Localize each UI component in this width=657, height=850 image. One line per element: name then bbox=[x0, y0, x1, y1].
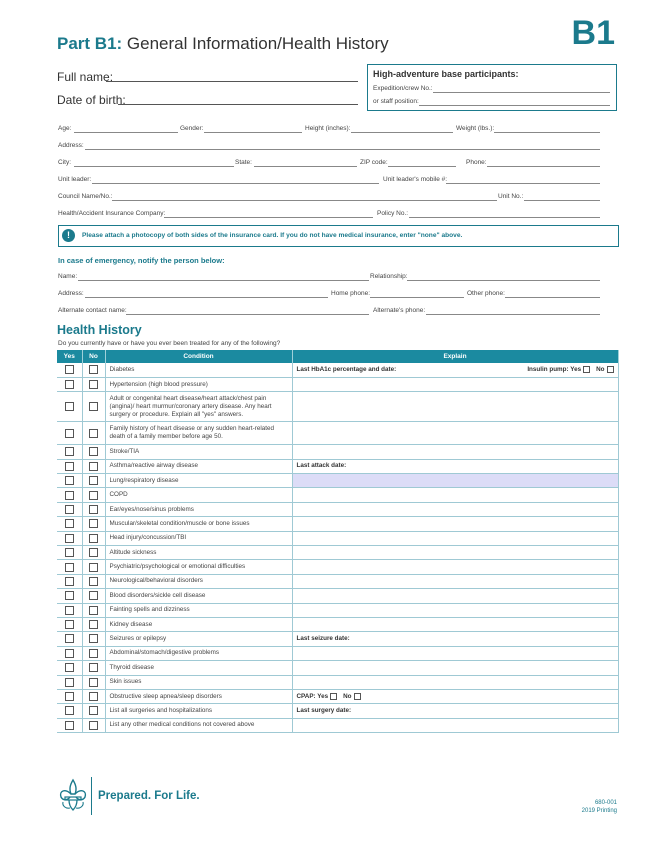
alt-phone-label: Alternate's phone: bbox=[373, 307, 426, 314]
address-field[interactable] bbox=[85, 149, 600, 150]
printing-year: 2019 Printing bbox=[581, 808, 617, 814]
table-row bbox=[57, 675, 618, 689]
cell-yes bbox=[57, 531, 82, 545]
explain-cell[interactable] bbox=[292, 689, 618, 703]
condition-cell: Thyroid disease bbox=[105, 661, 292, 675]
cell-yes bbox=[57, 517, 82, 531]
table-row bbox=[57, 646, 618, 660]
table-row bbox=[57, 392, 618, 422]
condition-cell: Abdominal/stomach/digestive problems bbox=[105, 646, 292, 660]
no-checkbox[interactable] bbox=[89, 563, 98, 572]
home-phone-label: Home phone: bbox=[331, 290, 371, 297]
table-row bbox=[57, 718, 618, 732]
expedition-label: Expedition/crew No.: bbox=[373, 85, 433, 92]
cell-no bbox=[82, 392, 105, 422]
explain-label: Last surgery date: bbox=[296, 707, 352, 714]
cell-yes bbox=[57, 718, 82, 732]
condition-cell: Diabetes bbox=[105, 363, 292, 377]
unit-leader-field[interactable] bbox=[92, 183, 379, 184]
fleur-de-lis-logo bbox=[57, 778, 89, 812]
cell-no bbox=[82, 546, 105, 560]
footer-slogan: Prepared. For Life. bbox=[98, 790, 200, 802]
insulin-pump-no-checkbox[interactable] bbox=[607, 366, 614, 373]
explain-cell[interactable] bbox=[292, 363, 618, 377]
cell-yes bbox=[57, 603, 82, 617]
cell-yes bbox=[57, 675, 82, 689]
explain-cell[interactable] bbox=[292, 574, 618, 588]
table-header-row bbox=[57, 350, 618, 363]
condition-cell: Skin issues bbox=[105, 675, 292, 689]
insulin-pump-label: Insulin pump: Yes bbox=[527, 366, 582, 374]
no-checkbox[interactable] bbox=[89, 577, 98, 586]
yes-checkbox[interactable] bbox=[65, 649, 74, 658]
explain-cell[interactable] bbox=[292, 560, 618, 574]
no-checkbox[interactable] bbox=[89, 548, 98, 557]
explain-cell[interactable] bbox=[292, 531, 618, 545]
health-history-title: Health History bbox=[57, 323, 142, 337]
no-checkbox[interactable] bbox=[89, 591, 98, 600]
condition-cell: Fainting spells and dizziness bbox=[105, 603, 292, 617]
notice-text: Please attach a photocopy of both sides of the insurance card. If you do not have medical insurance, enter "none" above. bbox=[82, 232, 463, 239]
no-checkbox[interactable] bbox=[89, 429, 98, 438]
policy-field[interactable] bbox=[409, 217, 600, 218]
no-checkbox[interactable] bbox=[89, 620, 98, 629]
footer-divider bbox=[91, 777, 92, 815]
insulin-pump-group bbox=[527, 366, 613, 374]
cell-no bbox=[82, 517, 105, 531]
emergency-address-label: Address: bbox=[58, 290, 84, 297]
explain-label: Last attack date: bbox=[296, 462, 347, 470]
explain-cell[interactable] bbox=[292, 646, 618, 660]
cell-yes bbox=[57, 488, 82, 502]
condition-cell: Lung/respiratory disease bbox=[105, 474, 292, 488]
cell-no bbox=[82, 646, 105, 660]
cell-yes bbox=[57, 661, 82, 675]
explain-cell[interactable] bbox=[292, 546, 618, 560]
table-row bbox=[57, 422, 618, 445]
yes-checkbox[interactable] bbox=[65, 402, 74, 411]
dob-label: Date of birth: bbox=[57, 93, 126, 107]
no-checkbox[interactable] bbox=[89, 663, 98, 672]
yes-checkbox[interactable] bbox=[65, 380, 74, 389]
col-explain: Explain bbox=[292, 350, 618, 363]
table-row bbox=[57, 589, 618, 603]
unit-no-field[interactable] bbox=[524, 200, 600, 201]
table-row bbox=[57, 560, 618, 574]
age-label: Age: bbox=[58, 125, 72, 132]
cell-yes bbox=[57, 445, 82, 459]
other-phone-field[interactable] bbox=[505, 297, 600, 298]
explain-cell[interactable] bbox=[292, 392, 618, 422]
yes-checkbox[interactable] bbox=[65, 519, 74, 528]
explain-cell[interactable] bbox=[292, 704, 618, 718]
zip-label: ZIP code: bbox=[360, 159, 388, 166]
table-row bbox=[57, 474, 618, 488]
cell-no bbox=[82, 422, 105, 445]
dob-field[interactable] bbox=[118, 104, 358, 105]
health-history-subtitle: Do you currently have or have you ever been treated for any of the following? bbox=[58, 340, 281, 347]
explain-label: CPAP: Yes bbox=[296, 692, 329, 700]
no-checkbox[interactable] bbox=[89, 462, 98, 471]
footer-form-code bbox=[582, 799, 617, 815]
yes-checkbox[interactable] bbox=[65, 491, 74, 500]
emergency-address-field[interactable] bbox=[85, 297, 328, 298]
no-checkbox[interactable] bbox=[89, 606, 98, 615]
col-condition: Condition bbox=[105, 350, 292, 363]
unit-leader-label: Unit leader: bbox=[58, 176, 92, 183]
no-checkbox[interactable] bbox=[89, 634, 98, 643]
no-checkbox[interactable] bbox=[89, 365, 98, 374]
yes-checkbox[interactable] bbox=[65, 706, 74, 715]
condition-cell: Adult or congenital heart disease/heart attack/chest pain (angina)/ heart murmur/coronary artery disease. Any heart surgery or procedure. Explain all "yes" answers. bbox=[105, 392, 292, 422]
explain-cell[interactable] bbox=[292, 459, 618, 473]
form-number: 680-001 bbox=[594, 800, 617, 806]
explain-cell[interactable] bbox=[292, 661, 618, 675]
cell-yes bbox=[57, 502, 82, 516]
age-field[interactable] bbox=[74, 132, 178, 133]
condition-cell: List all surgeries and hospitalizations bbox=[105, 704, 292, 718]
cell-no bbox=[82, 502, 105, 516]
table-row bbox=[57, 574, 618, 588]
yes-checkbox[interactable] bbox=[65, 534, 74, 543]
condition-cell: Head injury/concussion/TBI bbox=[105, 531, 292, 545]
other-phone-label: Other phone: bbox=[467, 290, 505, 297]
weight-field[interactable] bbox=[494, 132, 600, 133]
state-label: State: bbox=[235, 159, 252, 166]
cell-yes bbox=[57, 689, 82, 703]
table-row bbox=[57, 546, 618, 560]
unit-leader-mobile-label: Unit leader's mobile #: bbox=[383, 176, 448, 183]
condition-cell: Psychiatric/psychological or emotional difficulties bbox=[105, 560, 292, 574]
explain-label: Last HbA1c percentage and date: bbox=[296, 365, 397, 373]
table-row bbox=[57, 517, 618, 531]
no-checkbox[interactable] bbox=[89, 505, 98, 514]
table-row bbox=[57, 704, 618, 718]
explain-cell[interactable] bbox=[292, 517, 618, 531]
cell-no bbox=[82, 689, 105, 703]
no-checkbox[interactable] bbox=[89, 402, 98, 411]
no-checkbox[interactable] bbox=[89, 491, 98, 500]
no-checkbox[interactable] bbox=[89, 678, 98, 687]
condition-cell: Muscular/skeletal condition/muscle or bone issues bbox=[105, 517, 292, 531]
address-label: Address: bbox=[58, 142, 84, 149]
explain-cell[interactable] bbox=[292, 675, 618, 689]
yes-checkbox[interactable] bbox=[65, 620, 74, 629]
form-code: B1 bbox=[571, 14, 615, 52]
table-row bbox=[57, 488, 618, 502]
explain-cell[interactable] bbox=[292, 377, 618, 391]
yes-checkbox[interactable] bbox=[65, 663, 74, 672]
explain-cell[interactable] bbox=[292, 502, 618, 516]
emergency-name-label: Name: bbox=[58, 273, 78, 280]
table-row bbox=[57, 603, 618, 617]
explain-cell[interactable] bbox=[292, 617, 618, 631]
no-checkbox[interactable] bbox=[89, 447, 98, 456]
full-name-field[interactable] bbox=[106, 81, 358, 82]
table-row bbox=[57, 502, 618, 516]
yes-checkbox[interactable] bbox=[65, 678, 74, 687]
cell-no bbox=[82, 718, 105, 732]
unit-leader-mobile-field[interactable] bbox=[446, 183, 600, 184]
relationship-field[interactable] bbox=[407, 280, 600, 281]
expedition-field[interactable] bbox=[433, 92, 610, 93]
city-label: City: bbox=[58, 159, 71, 166]
yes-checkbox[interactable] bbox=[65, 462, 74, 471]
no-checkbox[interactable] bbox=[89, 692, 98, 701]
cell-no bbox=[82, 574, 105, 588]
table-row bbox=[57, 363, 618, 377]
weight-label: Weight (lbs.): bbox=[456, 125, 495, 132]
insulin-pump-no-label: No bbox=[596, 366, 605, 374]
state-field[interactable] bbox=[254, 166, 357, 167]
condition-cell: Neurological/behavioral disorders bbox=[105, 574, 292, 588]
cell-yes bbox=[57, 377, 82, 391]
cell-yes bbox=[57, 574, 82, 588]
cell-no bbox=[82, 459, 105, 473]
insurance-label: Health/Accident Insurance Company: bbox=[58, 210, 166, 217]
explain-cell[interactable] bbox=[292, 632, 618, 646]
yes-checkbox[interactable] bbox=[65, 577, 74, 586]
table-row bbox=[57, 531, 618, 545]
gender-field[interactable] bbox=[204, 132, 302, 133]
explain-cell[interactable] bbox=[292, 589, 618, 603]
explain-cell[interactable] bbox=[292, 474, 618, 488]
cell-yes bbox=[57, 422, 82, 445]
cell-yes bbox=[57, 617, 82, 631]
cell-no bbox=[82, 704, 105, 718]
table-row bbox=[57, 661, 618, 675]
yes-checkbox[interactable] bbox=[65, 721, 74, 730]
condition-cell: Obstructive sleep apnea/sleep disorders bbox=[105, 689, 292, 703]
no-checkbox[interactable] bbox=[89, 534, 98, 543]
high-adventure-title: High-adventure base participants: bbox=[373, 69, 519, 79]
insulin-pump-yes-checkbox[interactable] bbox=[583, 366, 590, 373]
yes-checkbox[interactable] bbox=[65, 634, 74, 643]
condition-cell: Ear/eyes/nose/sinus problems bbox=[105, 502, 292, 516]
yes-checkbox[interactable] bbox=[65, 447, 74, 456]
cell-no bbox=[82, 661, 105, 675]
table-row bbox=[57, 617, 618, 631]
cpap-no-checkbox[interactable] bbox=[354, 693, 361, 700]
condition-cell: Hypertension (high blood pressure) bbox=[105, 377, 292, 391]
cell-no bbox=[82, 363, 105, 377]
cell-yes bbox=[57, 392, 82, 422]
cell-yes bbox=[57, 560, 82, 574]
no-checkbox[interactable] bbox=[89, 721, 98, 730]
cell-yes bbox=[57, 589, 82, 603]
table-row bbox=[57, 689, 618, 703]
alt-contact-label: Alternate contact name: bbox=[58, 307, 127, 314]
full-name-label: Full name: bbox=[57, 70, 114, 84]
zip-field[interactable] bbox=[388, 166, 456, 167]
yes-checkbox[interactable] bbox=[65, 548, 74, 557]
cell-no bbox=[82, 445, 105, 459]
staff-field[interactable] bbox=[419, 105, 610, 106]
phone-label: Phone: bbox=[466, 159, 487, 166]
table-row bbox=[57, 459, 618, 473]
alt-contact-field[interactable] bbox=[126, 314, 369, 315]
explain-label: Last seizure date: bbox=[296, 635, 350, 643]
cell-no bbox=[82, 560, 105, 574]
cell-no bbox=[82, 589, 105, 603]
insurance-field[interactable] bbox=[164, 217, 373, 218]
no-checkbox[interactable] bbox=[89, 706, 98, 715]
explain-cell[interactable] bbox=[292, 603, 618, 617]
yes-checkbox[interactable] bbox=[65, 476, 74, 485]
condition-cell: COPD bbox=[105, 488, 292, 502]
staff-label: or staff position: bbox=[373, 98, 419, 105]
cell-no bbox=[82, 531, 105, 545]
explain-cell[interactable] bbox=[292, 488, 618, 502]
no-checkbox[interactable] bbox=[89, 380, 98, 389]
council-label: Council Name/No.: bbox=[58, 193, 113, 200]
condition-cell: Altitude sickness bbox=[105, 546, 292, 560]
condition-cell: Asthma/reactive airway disease bbox=[105, 459, 292, 473]
part-label: Part B1: bbox=[57, 34, 123, 53]
cell-no bbox=[82, 617, 105, 631]
cell-no bbox=[82, 474, 105, 488]
condition-cell: Family history of heart disease or any sudden heart-related death of a family member before age 50. bbox=[105, 422, 292, 445]
policy-label: Policy No.: bbox=[377, 210, 409, 217]
height-field[interactable] bbox=[351, 132, 453, 133]
council-field[interactable] bbox=[112, 200, 497, 201]
col-yes: Yes bbox=[57, 350, 82, 363]
yes-checkbox[interactable] bbox=[65, 563, 74, 572]
cell-no bbox=[82, 675, 105, 689]
yes-checkbox[interactable] bbox=[65, 591, 74, 600]
info-icon: ! bbox=[62, 229, 75, 242]
phone-field[interactable] bbox=[487, 166, 600, 167]
col-no: No bbox=[82, 350, 105, 363]
city-field[interactable] bbox=[74, 166, 234, 167]
table-row bbox=[57, 377, 618, 391]
yes-checkbox[interactable] bbox=[65, 692, 74, 701]
yes-checkbox[interactable] bbox=[65, 365, 74, 374]
no-checkbox[interactable] bbox=[89, 476, 98, 485]
cell-yes bbox=[57, 459, 82, 473]
cell-yes bbox=[57, 546, 82, 560]
cell-yes bbox=[57, 474, 82, 488]
yes-checkbox[interactable] bbox=[65, 505, 74, 514]
condition-cell: Blood disorders/sickle cell disease bbox=[105, 589, 292, 603]
table-row bbox=[57, 632, 618, 646]
cell-yes bbox=[57, 704, 82, 718]
unit-no-label: Unit No.: bbox=[498, 193, 524, 200]
cpap-yes-checkbox[interactable] bbox=[330, 693, 337, 700]
cell-no bbox=[82, 603, 105, 617]
page-title bbox=[57, 34, 389, 54]
condition-cell: Kidney disease bbox=[105, 617, 292, 631]
alt-phone-field[interactable] bbox=[426, 314, 600, 315]
table-row bbox=[57, 445, 618, 459]
explain-cell[interactable] bbox=[292, 445, 618, 459]
explain-cell[interactable] bbox=[292, 718, 618, 732]
title-text: General Information/Health History bbox=[126, 34, 389, 53]
condition-cell: Stroke/TIA bbox=[105, 445, 292, 459]
explain-cell[interactable] bbox=[292, 422, 618, 445]
health-history-table bbox=[57, 350, 619, 733]
cell-no bbox=[82, 377, 105, 391]
relationship-label: Relationship: bbox=[370, 273, 408, 280]
height-label: Height (inches): bbox=[305, 125, 351, 132]
home-phone-field[interactable] bbox=[370, 297, 464, 298]
gender-label: Gender: bbox=[180, 125, 204, 132]
no-checkbox[interactable] bbox=[89, 649, 98, 658]
condition-cell: List any other medical conditions not covered above bbox=[105, 718, 292, 732]
cell-yes bbox=[57, 632, 82, 646]
yes-checkbox[interactable] bbox=[65, 606, 74, 615]
no-checkbox[interactable] bbox=[89, 519, 98, 528]
condition-cell: Seizures or epilepsy bbox=[105, 632, 292, 646]
cell-yes bbox=[57, 363, 82, 377]
cell-no bbox=[82, 632, 105, 646]
yes-checkbox[interactable] bbox=[65, 429, 74, 438]
cell-yes bbox=[57, 646, 82, 660]
emergency-name-field[interactable] bbox=[78, 280, 369, 281]
cpap-no-label: No bbox=[343, 692, 352, 700]
cell-no bbox=[82, 488, 105, 502]
emergency-heading: In case of emergency, notify the person below: bbox=[58, 256, 225, 265]
